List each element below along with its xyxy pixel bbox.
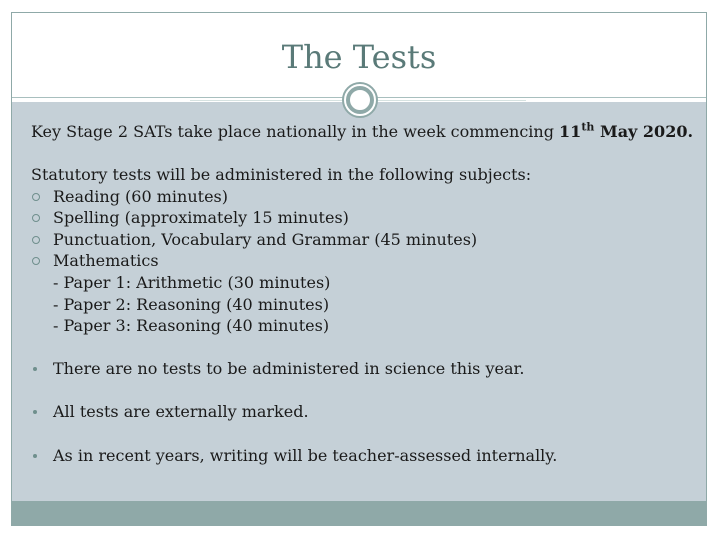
circle-bullet-icon bbox=[32, 193, 40, 201]
subject-item: Mathematics bbox=[53, 251, 159, 270]
circle-bullet-icon bbox=[32, 257, 40, 265]
maths-paper-item: - Paper 2: Reasoning (40 minutes) bbox=[53, 295, 330, 314]
intro-text: Key Stage 2 SATs take place nationally in the week commencing bbox=[31, 122, 560, 141]
intro-date-suffix: th bbox=[581, 120, 595, 134]
circle-bullet-icon bbox=[32, 236, 40, 244]
note-item: As in recent years, writing will be teacher-assessed internally. bbox=[53, 446, 558, 465]
subject-item: Spelling (approximately 15 minutes) bbox=[53, 208, 349, 227]
note-item: All tests are externally marked. bbox=[53, 402, 309, 421]
intro-date-rest: May 2020. bbox=[594, 122, 694, 141]
intro-date-day: 11 bbox=[559, 122, 582, 141]
dot-bullet-icon bbox=[33, 454, 37, 458]
subject-item: Punctuation, Vocabulary and Grammar (45 minutes) bbox=[53, 230, 478, 249]
dot-bullet-icon bbox=[33, 410, 37, 414]
maths-paper-item: - Paper 3: Reasoning (40 minutes) bbox=[53, 316, 330, 335]
note-item: There are no tests to be administered in science this year. bbox=[53, 359, 525, 378]
maths-paper-item: - Paper 1: Arithmetic (30 minutes) bbox=[53, 273, 331, 292]
circle-bullet-icon bbox=[32, 214, 40, 222]
statutory-heading: Statutory tests will be administered in the following subjects: bbox=[31, 165, 532, 184]
dot-bullet-icon bbox=[33, 367, 37, 371]
subject-item: Reading (60 minutes) bbox=[53, 187, 228, 206]
slide-title: The Tests bbox=[281, 38, 437, 76]
intro-line bbox=[31, 121, 693, 143]
